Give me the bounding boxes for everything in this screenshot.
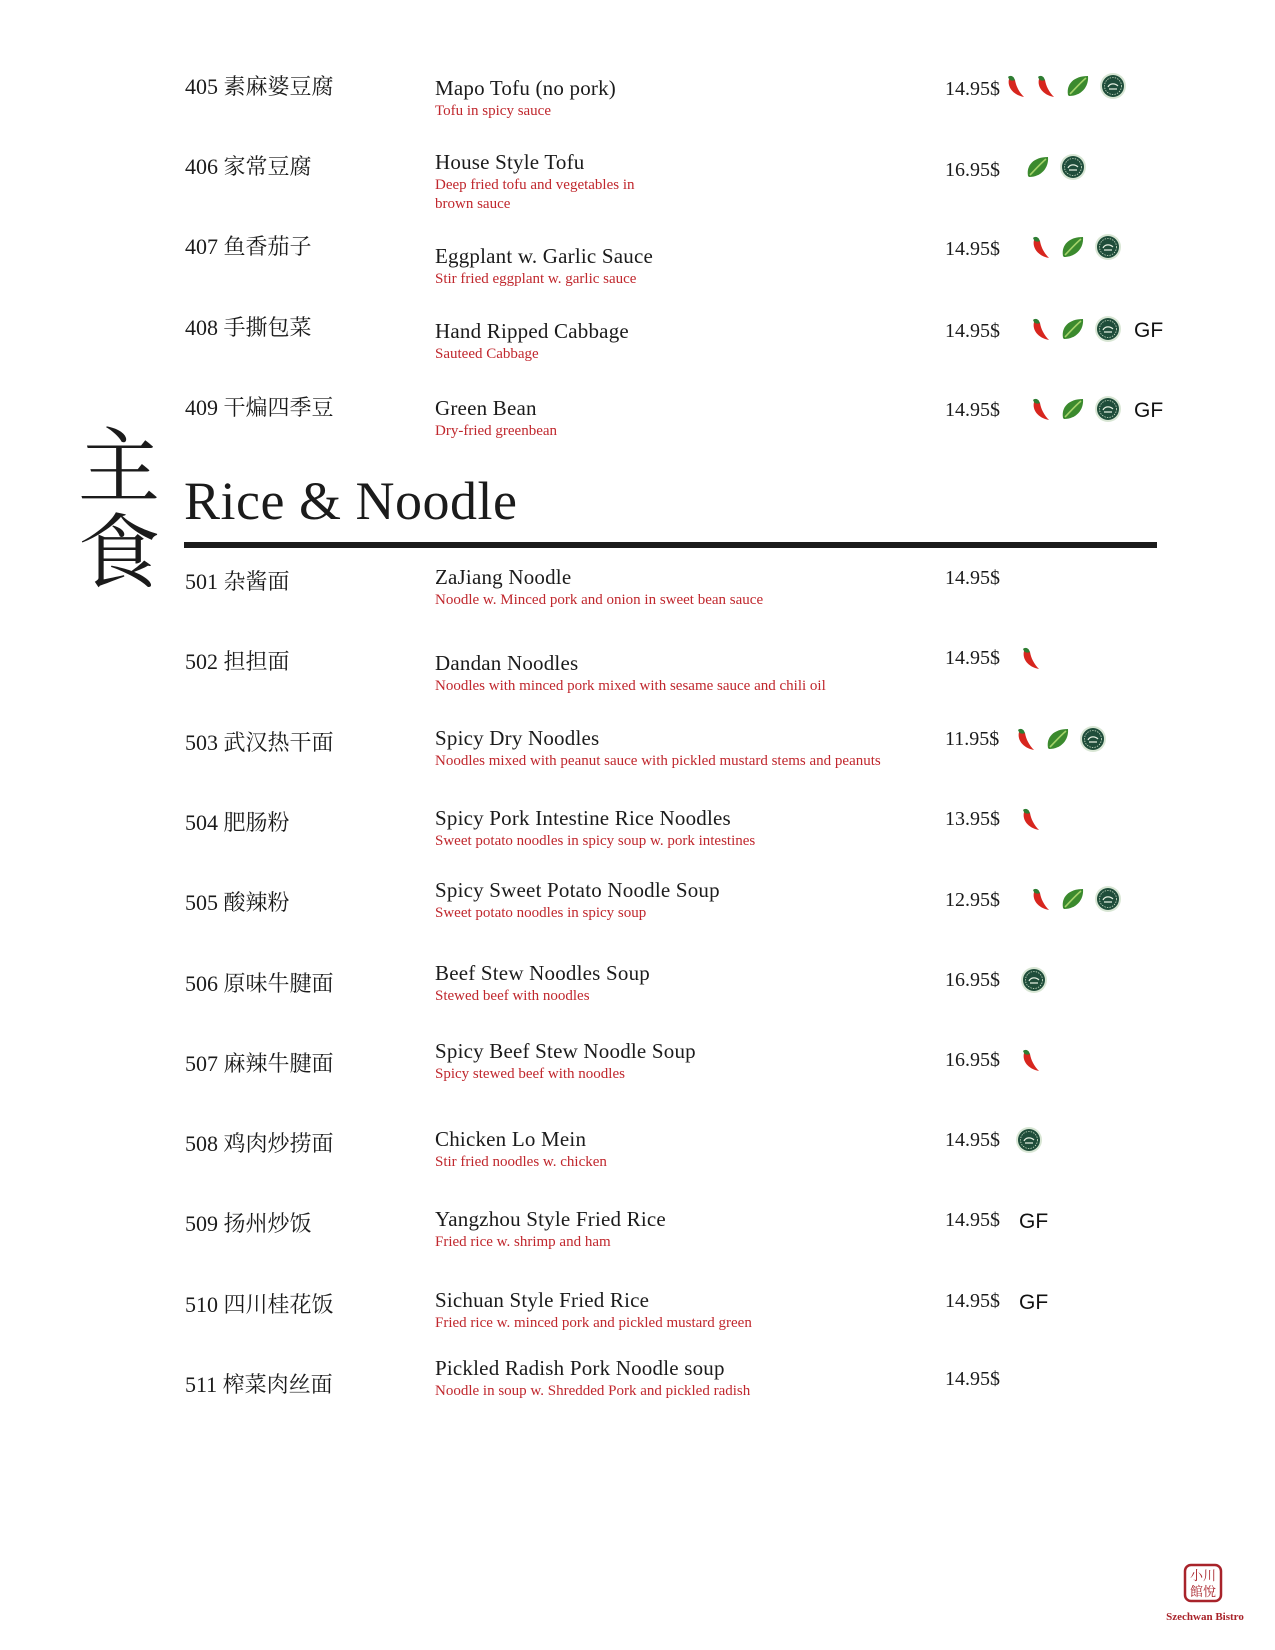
halal-icon [1059, 153, 1087, 186]
chili-icon [1005, 73, 1027, 104]
menu-item [0, 311, 1275, 381]
leaf-icon [1060, 234, 1086, 265]
dietary-icons [1015, 1207, 1048, 1237]
item-number-chinese-name: 408 手撕包菜 [185, 315, 312, 340]
item-number-chinese-name: 509 扬州炒饭 [185, 1211, 312, 1236]
item-number-chinese-name: 501 杂酱面 [185, 569, 290, 594]
gluten-free-label: GF [1019, 1291, 1049, 1314]
chili-icon [1020, 645, 1042, 676]
item-number-chinese-name: 510 四川桂花饭 [185, 1292, 334, 1317]
logo-line: 小川 [1189, 1569, 1217, 1584]
item-description: brown sauce [435, 196, 511, 212]
dietary-icons [1005, 73, 1127, 103]
leaf-icon [1060, 886, 1086, 917]
halal-icon [1094, 233, 1122, 266]
item-price: 13.95$ [945, 808, 1000, 830]
menu-item [0, 806, 1275, 876]
item-description: Noodle in soup w. Shredded Pork and pickled radish [435, 1383, 751, 1399]
halal-icon [1094, 885, 1122, 918]
vertical-char: 主 [77, 422, 160, 513]
leaf-icon [1045, 726, 1071, 757]
section-divider [184, 542, 1157, 548]
item-price: 14.95$ [945, 1129, 1000, 1151]
item-description: Sweet potato noodles in spicy soup w. pork intestines [435, 833, 756, 849]
dietary-icons [1020, 967, 1048, 997]
halal-icon [1015, 1126, 1043, 1159]
vertical-char: 食 [77, 508, 160, 599]
halal-icon [1079, 725, 1107, 758]
gluten-free-label: GF [1019, 1210, 1049, 1233]
item-price: 12.95$ [945, 889, 1000, 911]
menu-item [0, 1127, 1275, 1197]
dietary-icons [1030, 396, 1163, 426]
item-english-name: Chicken Lo Mein [435, 1127, 587, 1151]
item-number-chinese-name: 502 担担面 [185, 649, 290, 674]
item-english-name: Spicy Pork Intestine Rice Noodles [435, 806, 731, 830]
menu-item [0, 645, 1275, 715]
chili-icon [1030, 234, 1052, 265]
chili-icon [1015, 726, 1037, 757]
dietary-icons [1025, 154, 1087, 184]
item-english-name: House Style Tofu [435, 150, 585, 174]
item-description: Sauteed Cabbage [435, 346, 539, 362]
item-price: 14.95$ [945, 647, 1000, 669]
chili-icon [1035, 73, 1057, 104]
item-price: 11.95$ [945, 728, 1000, 750]
dietary-icons [1030, 234, 1122, 264]
item-english-name: Spicy Dry Noodles [435, 726, 600, 750]
leaf-icon [1025, 154, 1051, 185]
dietary-icons [1015, 726, 1107, 756]
item-english-name: Spicy Beef Stew Noodle Soup [435, 1039, 696, 1063]
gluten-free-label: GF [1134, 399, 1164, 422]
menu-item [0, 230, 1275, 300]
halal-icon [1020, 966, 1048, 999]
item-number-chinese-name: 504 肥肠粉 [185, 810, 290, 835]
menu-item [0, 961, 1275, 1037]
item-description: Noodle w. Minced pork and onion in sweet bean sauce [435, 592, 764, 608]
item-description: Fried rice w. minced pork and pickled mustard green [435, 1315, 752, 1331]
item-price: 14.95$ [945, 1368, 1000, 1390]
item-description: Fried rice w. shrimp and ham [435, 1234, 611, 1250]
item-english-name: Green Bean [435, 396, 537, 420]
item-price: 14.95$ [945, 320, 1000, 342]
item-english-name: Sichuan Style Fried Rice [435, 1288, 650, 1312]
menu-item [0, 150, 1275, 220]
item-number-chinese-name: 511 榨菜肉丝面 [185, 1372, 333, 1397]
item-number-chinese-name: 507 麻辣牛腱面 [185, 1051, 334, 1076]
item-english-name: Beef Stew Noodles Soup [435, 961, 650, 985]
chili-icon [1020, 806, 1042, 837]
menu-item [0, 726, 1275, 796]
item-description: Sweet potato noodles in spicy soup [435, 905, 647, 921]
leaf-icon [1065, 73, 1091, 104]
leaf-icon [1060, 316, 1086, 347]
gluten-free-label: GF [1134, 319, 1164, 342]
item-english-name: Eggplant w. Garlic Sauce [435, 244, 654, 268]
item-price: 16.95$ [945, 969, 1000, 991]
menu-item [0, 70, 1275, 140]
dietary-icons [1020, 1047, 1042, 1077]
item-number-chinese-name: 505 酸辣粉 [185, 890, 290, 915]
chili-icon [1030, 886, 1052, 917]
item-price: 16.95$ [945, 159, 1000, 181]
item-number-chinese-name: 503 武汉热干面 [185, 730, 334, 755]
item-price: 14.95$ [945, 1209, 1000, 1231]
menu-item [0, 391, 1275, 461]
item-price: 14.95$ [945, 238, 1000, 260]
item-description: Tofu in spicy sauce [435, 103, 552, 119]
item-description: Noodles with minced pork mixed with sesame sauce and chili oil [435, 678, 826, 694]
item-price: 14.95$ [945, 78, 1000, 100]
menu-item [0, 1288, 1275, 1358]
leaf-icon [1060, 396, 1086, 427]
menu-item [0, 878, 1275, 956]
menu-item [0, 1039, 1275, 1117]
chili-icon [1030, 316, 1052, 347]
item-number-chinese-name: 406 家常豆腐 [185, 154, 312, 179]
halal-icon [1099, 72, 1127, 105]
item-number-chinese-name: 506 原味牛腱面 [185, 971, 334, 996]
item-price: 14.95$ [945, 399, 1000, 421]
item-price: 16.95$ [945, 1049, 1000, 1071]
menu-item [0, 1356, 1275, 1438]
dietary-icons [1015, 1127, 1043, 1157]
item-number-chinese-name: 409 干煸四季豆 [185, 395, 334, 420]
item-description: Deep fried tofu and vegetables in [435, 177, 635, 193]
item-price: 14.95$ [945, 567, 1000, 589]
item-description: Stewed beef with noodles [435, 988, 590, 1004]
brand-name: Szechwan Bistro [1166, 1611, 1244, 1623]
item-description: Spicy stewed beef with noodles [435, 1066, 625, 1082]
section-title: Rice & Noodle [184, 471, 518, 531]
item-english-name: Spicy Sweet Potato Noodle Soup [435, 878, 720, 902]
dietary-icons [1030, 886, 1122, 916]
chili-icon [1030, 396, 1052, 427]
item-description: Stir fried eggplant w. garlic sauce [435, 271, 637, 287]
item-english-name: Mapo Tofu (no pork) [435, 76, 616, 100]
item-description: Noodles mixed with peanut sauce with pickled mustard stems and peanuts [435, 753, 881, 769]
item-english-name: Yangzhou Style Fried Rice [435, 1207, 666, 1231]
item-english-name: ZaJiang Noodle [435, 565, 572, 589]
item-price: 14.95$ [945, 1290, 1000, 1312]
item-english-name: Pickled Radish Pork Noodle soup [435, 1356, 725, 1380]
chili-icon [1020, 1047, 1042, 1078]
halal-icon [1094, 315, 1122, 348]
item-number-chinese-name: 407 鱼香茄子 [185, 234, 312, 259]
dietary-icons [1020, 645, 1042, 675]
item-number-chinese-name: 405 素麻婆豆腐 [185, 74, 334, 99]
dietary-icons [1015, 1288, 1048, 1318]
dietary-icons [1020, 806, 1042, 836]
restaurant-logo-seal [1183, 1563, 1223, 1603]
logo-line: 館悅 [1189, 1585, 1217, 1600]
item-description: Stir fried noodles w. chicken [435, 1154, 607, 1170]
item-description: Dry-fried greenbean [435, 423, 558, 439]
item-number-chinese-name: 508 鸡肉炒捞面 [185, 1131, 334, 1156]
item-english-name: Hand Ripped Cabbage [435, 319, 629, 343]
halal-icon [1094, 395, 1122, 428]
dietary-icons [1030, 316, 1163, 346]
item-english-name: Dandan Noodles [435, 651, 579, 675]
menu-item [0, 1207, 1275, 1277]
menu-item [0, 565, 1275, 635]
